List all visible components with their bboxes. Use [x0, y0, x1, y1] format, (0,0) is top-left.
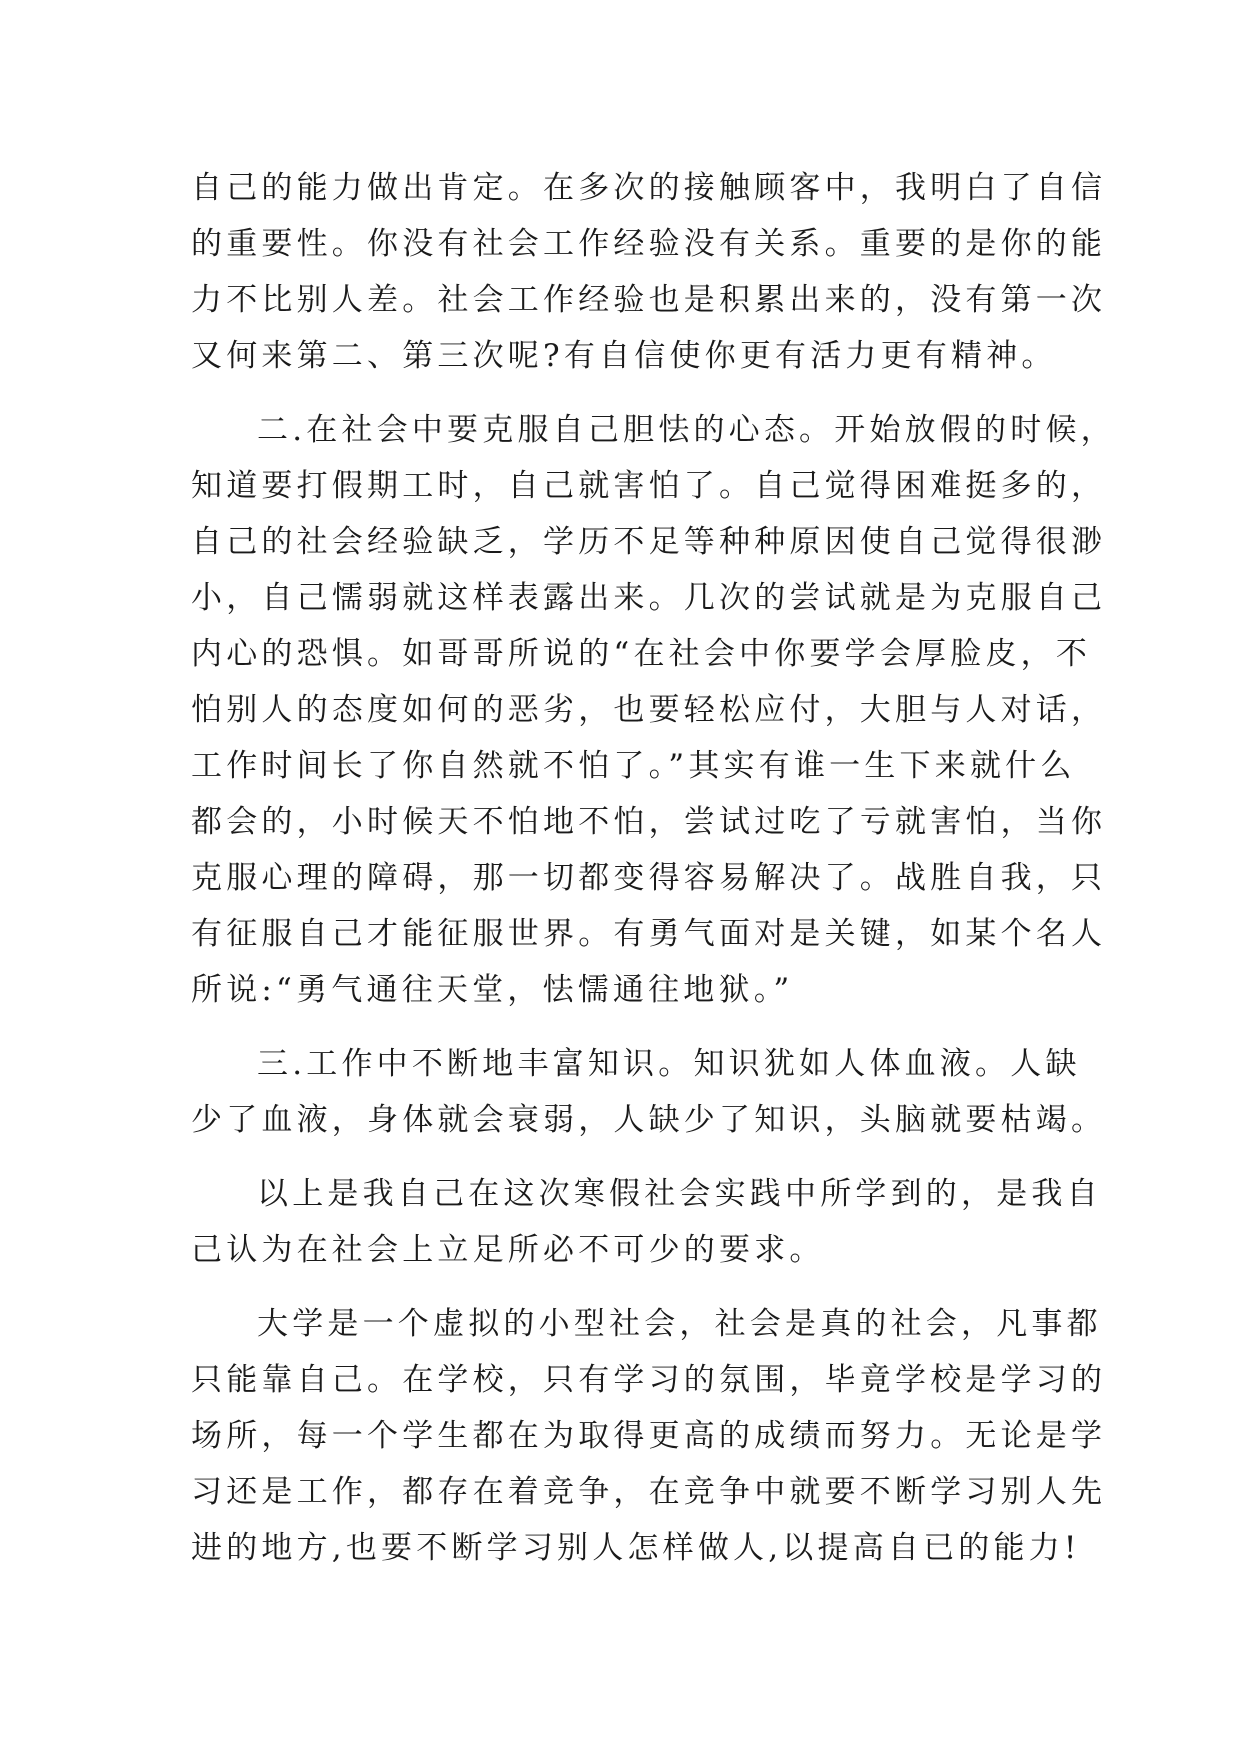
text-line: 力不比别人差。社会工作经验也是积累出来的，没有第一次: [191, 282, 1107, 318]
text-line: 有征服自己才能征服世界。有勇气面对是关键，如某个名人: [191, 916, 1107, 952]
text-line: 小，自己懦弱就这样表露出来。几次的尝试就是为克服自己: [191, 580, 1107, 616]
text-line: 克服心理的障碍，那一切都变得容易解决了。战胜自我，只: [191, 860, 1107, 896]
paragraph-5: [191, 1296, 1107, 1576]
text-line: 习还是工作，都存在着竞争，在竞争中就要不断学习别人先: [191, 1474, 1107, 1510]
paragraph-2: [191, 402, 1116, 1018]
document-body: [191, 160, 1116, 1576]
paragraph-4: [191, 1166, 1102, 1278]
text-line: 进的地方,也要不断学习别人怎样做人,以提高自已的能力!: [191, 1530, 1081, 1566]
text-line: 自己的社会经验缺乏，学历不足等种种原因使自己觉得很渺: [191, 524, 1107, 560]
text-line: 少了血液，身体就会衰弱，人缺少了知识，头脑就要枯竭。: [191, 1102, 1107, 1138]
text-line: 又何来第二、第三次呢?有自信使你更有活力更有精神。: [191, 338, 1057, 374]
text-line: 怕别人的态度如何的恶劣，也要轻松应付，大胆与人对话，: [191, 692, 1107, 728]
text-line: 己认为在社会上立足所必不可少的要求。: [191, 1232, 825, 1268]
text-line: 三.工作中不断地丰富知识。知识犹如人体血液。人缺: [257, 1046, 1081, 1082]
text-line: 内心的恐惧。如哥哥所说的“在社会中你要学会厚脸皮，不: [191, 636, 1092, 672]
text-line: 只能靠自己。在学校，只有学习的氛围，毕竟学校是学习的: [191, 1362, 1107, 1398]
paragraph-3: [191, 1036, 1107, 1148]
text-line: 的重要性。你没有社会工作经验没有关系。重要的是你的能: [191, 226, 1107, 262]
text-line: 以上是我自己在这次寒假社会实践中所学到的，是我自: [257, 1176, 1102, 1212]
paragraph-1: [191, 160, 1107, 384]
text-line: 知道要打假期工时，自己就害怕了。自己觉得困难挺多的，: [191, 468, 1107, 504]
text-line: 场所，每一个学生都在为取得更高的成绩而努力。无论是学: [191, 1418, 1107, 1454]
text-line: 大学是一个虚拟的小型社会，社会是真的社会，凡事都: [257, 1306, 1102, 1342]
text-line: 都会的，小时候天不怕地不怕，尝试过吃了亏就害怕，当你: [191, 804, 1107, 840]
text-line: 所说:“勇气通往天堂，怯懦通往地狱。”: [191, 972, 794, 1008]
text-line: 二.在社会中要克服自己胆怯的心态。开始放假的时候，: [257, 412, 1116, 448]
text-line: 工作时间长了你自然就不怕了。”其实有谁一生下来就什么: [191, 748, 1076, 784]
text-line: 自己的能力做出肯定。在多次的接触顾客中，我明白了自信: [191, 170, 1107, 206]
